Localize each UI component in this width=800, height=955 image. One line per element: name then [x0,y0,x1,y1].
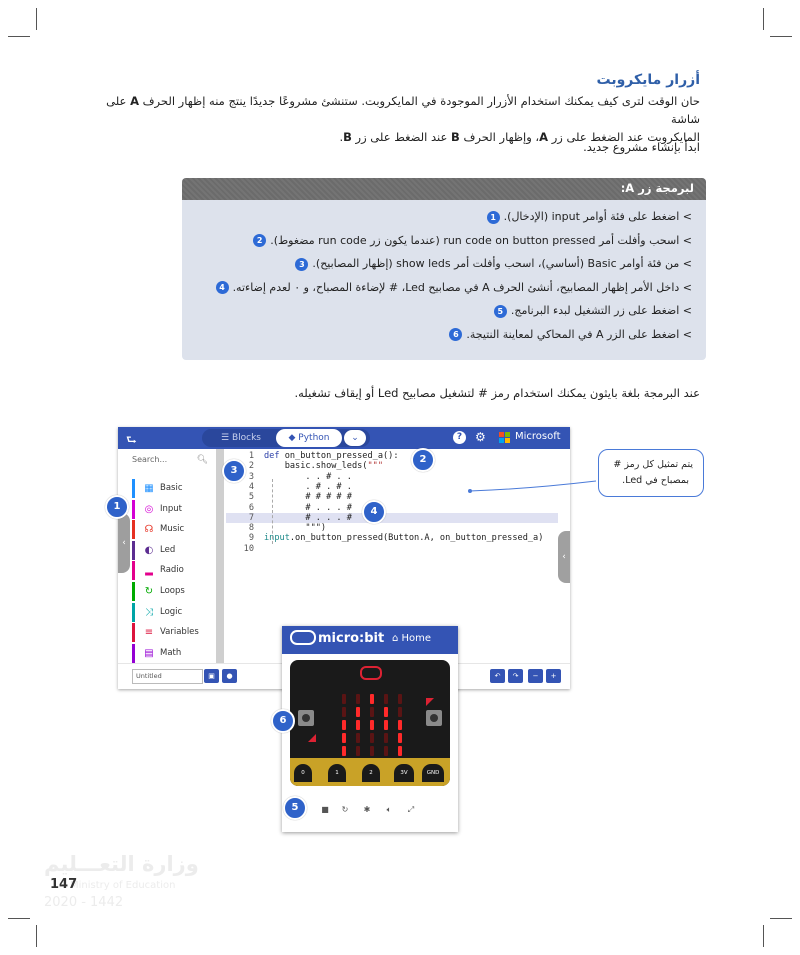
microbit-logo-icon [290,630,316,645]
pin-2[interactable]: 2 [362,764,380,782]
instruction-step [483,210,692,224]
toggle-icon: ◐ [144,544,154,556]
code-token: # . . . # [264,502,352,513]
callout-badge: 5 [283,796,307,820]
code-token: . # . # . [264,481,352,492]
expand-panel-chevron-icon[interactable]: ‹ [558,531,570,583]
intro-text: ، وإظهار الحرف [463,130,540,144]
toolbox-scrollbar[interactable] [216,449,224,663]
pin-gnd[interactable]: GND [422,764,444,782]
button-b[interactable] [426,710,442,726]
category-color-bar [132,541,135,560]
code-text [264,451,399,461]
simulator-controls [312,798,424,822]
intro-letter-a: A [539,130,549,144]
led [370,733,374,743]
crop-mark [36,925,37,947]
instruction-step [490,304,692,318]
pin-1[interactable]: 1 [328,764,346,782]
collapse-toolbox-chevron-icon[interactable]: ‹ [118,513,130,573]
crop-mark [770,36,792,37]
category-color-bar [132,603,135,622]
tab-blocks-label: Blocks [231,433,261,443]
category-color-bar [132,561,135,580]
zoom-in-icon[interactable]: + [546,669,561,683]
led [356,733,360,743]
help-icon[interactable]: ? [453,431,466,444]
crop-mark [8,36,30,37]
category-color-bar [132,520,135,539]
language-toggle [202,429,370,447]
home-label: Home [401,633,432,644]
language-dropdown-chevron-icon[interactable]: ⌄ [344,430,366,446]
undo-icon[interactable]: ↶ [490,669,505,683]
category-label: Variables [160,627,199,638]
note-connector [468,478,598,492]
led [370,707,374,717]
instruction-step-text: > داخل الأمر إظهار المصابيح، أنشئ الحرف A في مصابيح Led، # لإضاءة المصباح، و ٠ لعدم إضاءته. [232,280,692,294]
home-button[interactable]: ⌂ Home [392,633,432,644]
line-number: 5 [248,492,254,503]
toolbox-category-logic[interactable] [132,603,214,622]
line-number: 7 [248,512,254,523]
page-number: 147 [50,877,78,892]
zoom-out-icon[interactable]: − [528,669,543,683]
code-token: # # # # # [264,492,352,503]
code-line [226,513,558,523]
editor-toolbar [118,427,570,449]
code-text [264,472,352,482]
led [342,707,346,717]
code-token: """) [264,523,327,534]
instruction-step [445,328,692,342]
led [398,746,402,756]
target-icon: ◎ [144,503,154,515]
code-text [264,503,352,513]
code-token: . . # . . [264,471,352,482]
callout-badge: 3 [222,459,246,483]
tab-python-label: Python [298,433,330,443]
tab-python[interactable]: ◆ Python [276,429,342,447]
category-label: Input [160,503,183,514]
simulator-header [282,626,458,654]
category-color-bar [132,500,135,519]
step-number-badge: 1 [487,211,500,224]
instruction-step-text: > من فئة أوامر Basic (أساسي)، اسحب وأفلت أمر show leds (إظهار المصابيح). [312,257,692,270]
note-line-2: بمصباح في Led. [622,475,689,486]
callout-badge: 2 [411,448,435,472]
step-number-badge: 2 [253,234,266,247]
category-label: Basic [160,483,183,493]
intro-line-1 [90,92,700,128]
toolbox-category-music[interactable] [132,520,214,539]
search-placeholder: Search... [132,455,168,464]
led [370,746,374,756]
python-note: عند البرمجة بلغة بايثون يمكنك استخدام رمز # لتشغيل مصابيح Led أو إيقاف تشغيله. [294,386,700,400]
shuffle-icon: ⤨ [145,606,153,618]
save-icon[interactable]: ▣ [204,669,219,683]
watermark-arabic: وزارة التعـــليم [44,852,199,876]
code-token: .on_button_pressed(Button.A, on_button_pressed_a) [289,533,544,544]
code-line [226,533,558,543]
instruction-step-text: > اضغط على الزر A في المحاكي لمعاينة النتيجة. [466,327,692,341]
callout-badge: 6 [271,709,295,733]
instruction-step [291,257,692,271]
led [356,694,360,704]
led [398,694,402,704]
category-color-bar [132,479,135,498]
microbit-face-logo-icon [360,666,382,680]
debug-icon[interactable]: ✱ [363,805,371,814]
microbit-logo [290,631,384,646]
indent-guide [272,479,273,544]
led [384,720,388,730]
code-line [226,523,558,533]
led [342,694,346,704]
line-number: 2 [248,461,254,472]
note-bubble [598,449,704,497]
step-number-badge: 6 [449,328,462,341]
instruction-step-text: > اضغط على زر التشغيل لبدء البرنامج. [510,304,692,317]
intro-start-note: ابدأ بإنشاء مشروع جديد. [583,140,700,154]
led [342,746,346,756]
led [370,720,374,730]
crop-mark [763,925,764,947]
toolbox-category-input[interactable] [132,500,214,519]
toolbox-sidebar [118,449,217,663]
crop-mark [770,918,792,919]
category-label: Led [160,544,176,555]
microsoft-label: Microsoft [515,431,561,442]
corner-marker-icon [426,698,434,706]
toolbox-category-loops[interactable] [132,582,214,601]
signal-icon: ▂ [145,565,153,577]
toolbox-category-led[interactable] [132,541,214,560]
category-label: Math [160,647,182,658]
led [356,707,360,717]
line-number: 10 [243,543,254,554]
microbit-simulator [282,626,458,832]
code-token: """ [367,461,384,472]
code-token: on_button_pressed_a(): [284,451,399,461]
step-number-badge: 3 [295,258,308,271]
code-line [226,451,558,461]
intro-letter-a: A [130,94,139,108]
note-line-1: يتم تمثيل كل رمز # [613,459,693,470]
loop-icon: ↻ [144,586,154,597]
led [384,694,388,704]
category-label: Loops [160,586,185,596]
microbit-brand: micro:bit [318,631,385,646]
intro-text: المايكروبت عند الضغط على زر [551,130,700,144]
search-icon: 🔍︎ [196,455,208,465]
led [398,707,402,717]
code-line [226,503,558,513]
led [342,733,346,743]
watermark-english: Ministry of Education [70,880,176,891]
instruction-step-text: > اضغط على فئة أوامر input (الإدخال). [503,210,692,223]
toolbox-category-math[interactable] [132,644,214,663]
category-label: Radio [160,565,184,576]
intro-text: حان الوقت لترى كيف يمكنك استخدام الأزرار الموجودة في المايكروبت. ستنشئ مشروعًا جديدًا ينتج منه إظهار الحرف [142,94,700,108]
code-token: def [264,451,285,461]
step-number-badge: 5 [494,305,507,318]
led [398,720,402,730]
led [356,720,360,730]
headphones-icon: ☊ [144,524,154,536]
instructions-heading: لبرمجة زر A: [620,181,694,195]
led [356,746,360,756]
watermark-year: 2020 - 1442 [44,895,124,910]
led [384,707,388,717]
category-label: Logic [160,606,183,617]
redo-icon[interactable]: ↷ [508,669,523,683]
restart-icon[interactable]: ↻ [341,805,349,814]
microsoft-logo-icon [499,432,511,444]
intro-line-2: المايكروبت عند الضغط على زر A، وإظهار الحرف B عند الضغط على زر B. [339,130,700,144]
toolbox-category-radio[interactable] [132,561,214,580]
grid-icon: ▦ [144,483,154,494]
toolbox-search-input[interactable] [132,455,210,469]
led [370,694,374,704]
category-color-bar [132,582,135,601]
gear-icon[interactable]: ⚙ [475,430,486,444]
share-icon[interactable]: ⮑ [126,433,137,447]
code-token: input [264,533,290,544]
toolbox-category-basic[interactable] [132,479,214,498]
instruction-step [212,281,692,295]
code-token: basic.show_leds( [264,461,368,472]
note-connector-line [468,479,598,493]
callout-badge: 4 [362,500,386,524]
led [384,733,388,743]
code-text [264,513,352,523]
crop-mark [36,8,37,30]
line-number: 4 [248,481,254,492]
step-number-badge: 4 [216,281,229,294]
instruction-step [249,234,692,248]
fullscreen-icon[interactable]: ⤢ [407,805,415,814]
intro-text: عند الضغط على زر [355,130,448,144]
instructions-header [182,178,706,200]
microbit-board [290,660,450,786]
code-line [226,461,558,471]
category-label: Music [160,524,185,535]
code-text [264,533,543,543]
code-line [226,492,558,502]
led [342,720,346,730]
stop-icon[interactable]: ■ [321,805,329,814]
pin-3v[interactable]: 3V [394,764,414,782]
crop-mark [8,918,30,919]
code-token: # . . . # [264,512,352,523]
line-number: 1 [248,451,254,461]
code-text [264,523,326,533]
github-icon[interactable]: ● [222,669,237,683]
led [384,746,388,756]
category-color-bar [132,644,135,663]
intro-letter-b: B [451,130,460,144]
button-a[interactable] [298,710,314,726]
line-number: 6 [248,502,254,513]
code-text [264,461,383,471]
section-title: أزرار مايكروبت [596,72,700,88]
line-number: 8 [248,523,254,534]
code-text [264,492,352,502]
corner-marker-icon [308,734,316,742]
line-number: 9 [248,533,254,544]
toolbox-category-variables[interactable] [132,623,214,642]
project-name-input[interactable]: Untitled [132,669,203,684]
category-color-bar [132,623,135,642]
intro-letter-b: B [343,130,352,144]
instruction-step-text: > اسحب وأفلت أمر run code on button pressed (عندما يكون زر run code مضغوط). [270,233,692,247]
calculator-icon: ▤ [144,647,154,659]
intro-text: على شاشة [106,94,700,126]
tab-blocks[interactable]: ☰ Blocks [221,433,261,443]
code-text [264,482,352,492]
instructions-box [182,178,706,360]
list-icon: ≡ [144,627,154,639]
pin-0[interactable]: 0 [294,764,312,782]
crop-mark [763,8,764,30]
line-number: 3 [248,471,254,482]
mute-icon[interactable]: 🔈︎ [386,805,392,814]
code-line [226,544,558,554]
led [398,733,402,743]
callout-badge: 1 [105,495,129,519]
